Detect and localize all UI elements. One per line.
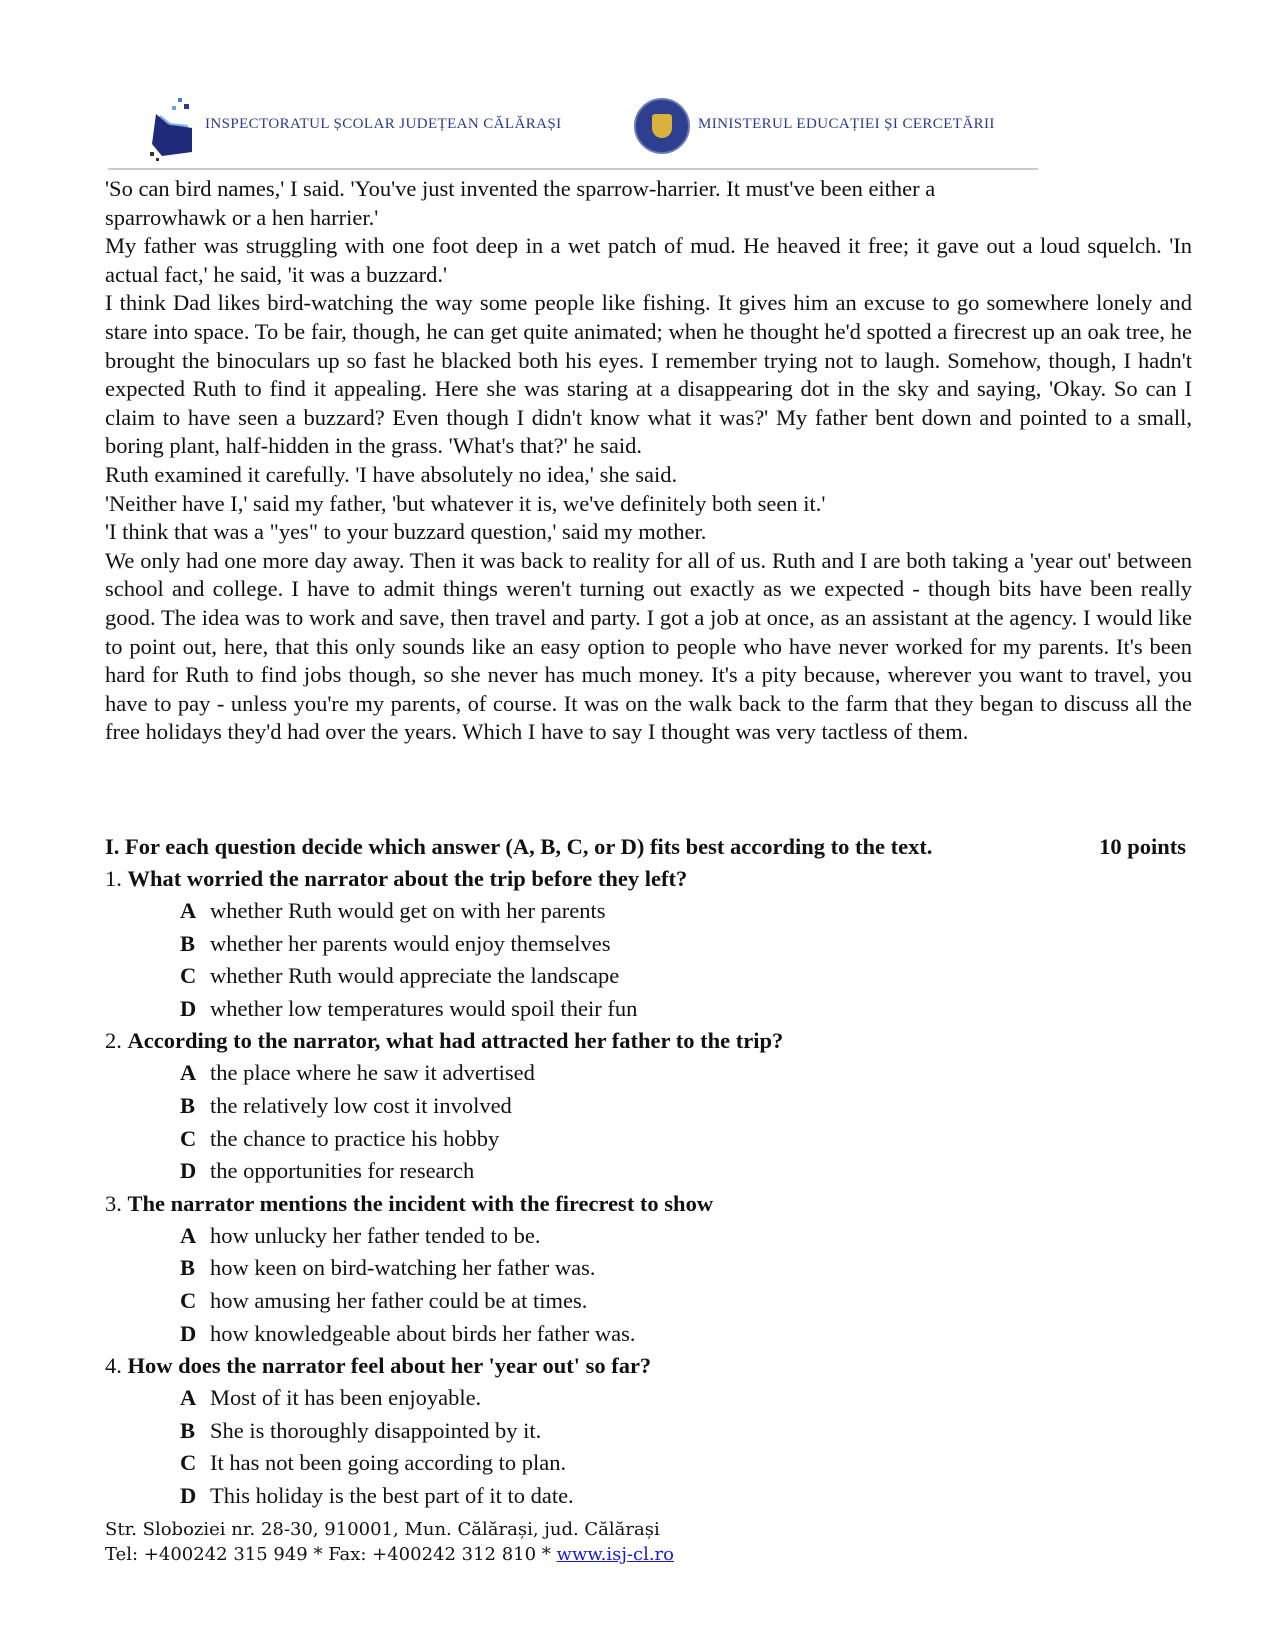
option-text: She is thoroughly disappointed by it. [210,1417,542,1443]
option-letter: A [180,1222,197,1248]
option-letter: B [180,1417,196,1443]
option-letter: B [180,930,196,956]
questions-list [105,863,1192,1513]
passage-paragraph: 'Neither have I,' said my father, 'but whatever it is, we've definitely both seen it.' [105,490,826,516]
isj-logo-text: INSPECTORATUL ȘCOLAR JUDEȚEAN CĂLĂRAȘI [205,116,562,132]
option-text: Most of it has been enjoyable. [210,1385,482,1411]
option-letter: A [180,1060,197,1086]
option-text: the relatively low cost it involved [210,1092,512,1118]
answer-option [105,1285,1192,1318]
section-points: 10 points [1099,834,1186,859]
header-divider [108,168,1038,170]
option-text: whether Ruth would get on with her parents [210,898,606,923]
option-text: the chance to practice his hobby [210,1125,500,1151]
option-letter: A [180,1385,197,1411]
option-text: whether low temperatures would spoil their fun [210,995,638,1021]
option-letter: C [180,963,197,989]
answer-option [105,1123,1192,1156]
section-heading [105,834,1192,860]
option-text: It has not been going according to plan. [210,1450,567,1476]
question-number: 1. [105,866,122,891]
answer-option [105,1382,1192,1415]
passage-paragraph: My father was struggling with one foot deep in a wet patch of mud. He heaved it free; it gave out a loud squelch. 'In actual fact,' he said, 'it was a buzzard.' [105,233,1192,287]
answer-option [105,928,1192,961]
option-letter: A [180,898,197,923]
question-text: The narrator mentions the incident with the firecrest to show [127,1190,714,1216]
answer-option [105,1252,1192,1285]
question [105,863,1192,895]
option-letter: B [180,1092,196,1118]
ministry-logo-text: MINISTERUL EDUCAȚIEI ȘI CERCETĂRII [698,116,995,132]
option-letter: C [180,1125,197,1151]
answer-option [105,1057,1192,1090]
option-letter: C [180,1287,197,1313]
isj-logo-icon [148,94,200,162]
option-letter: D [180,1482,197,1508]
answer-option [105,1415,1192,1448]
passage-paragraph: We only had one more day away. Then it was back to reality for all of us. Ruth and I are both taking a 'year out' between school and college. I have to admit things weren't turning out exactly as we expected - though bits have been really good. The idea was to work and save, then travel and party. I got a job at once, as an assistant at the agency. I would like to point out, here, that this only sounds like an easy option to people who have never worked for my parents. It's been hard for Ruth to find jobs though, so she never has much money. It's a pity because, wherever you want to travel, you have to pay - unless you're my parents, of course. It was on the walk back to the farm that they began to discuss all the free holidays they'd had over the years. Which I have to say I thought was very tactless of them. [105,547,1192,745]
answer-option [105,993,1192,1026]
answer-option [105,1480,1192,1513]
answer-option [105,1090,1192,1123]
passage-paragraph: 'So can bird names,' I said. 'You've just invented the sparrow-harrier. It must've been either a sparrowhawk or a hen harrier.' [105,176,936,230]
footer-address: Str. Sloboziei nr. 28-30, 910001, Mun. Călărași, jud. Călărași [105,1519,660,1540]
section-title: I. For each question decide which answer (A, B, C, or D) fits best according to the text. [105,834,933,859]
question [105,1350,1192,1382]
page-header [140,86,1040,166]
question-number: 4. [105,1353,122,1379]
option-text: how unlucky her father tended to be. [210,1222,541,1248]
option-text: whether her parents would enjoy themselves [210,930,611,956]
answer-option [105,1155,1192,1188]
answer-option [105,1447,1192,1480]
question-number: 2. [105,1028,122,1054]
option-letter: D [180,995,197,1021]
question [105,1188,1192,1220]
option-letter: D [180,1320,197,1346]
footer-contact: Tel: +400242 315 949 * Fax: +400242 312 810 * [105,1544,557,1565]
question [105,1025,1192,1057]
reading-passage [105,175,1192,747]
option-letter: D [180,1158,197,1184]
option-text: This holiday is the best part of it to date. [210,1482,574,1508]
passage-paragraph: I think Dad likes bird-watching the way some people like fishing. It gives him an excuse to go somewhere lonely and stare into space. To be fair, though, he can get quite animated; when he thought he'd spotted a firecrest up an oak tree, he brought the binoculars up so fast he blacked both his eyes. I remember trying not to laugh. Somehow, though, I hadn't expected Ruth to find it appealing. Here she was staring at a disappearing dot in the sky and saying, 'Okay. So can I claim to have seen a buzzard? Even though I didn't know what it was?' My father bent down and pointed to a small, boring plant, half-hidden in the grass. 'What's that?' he said. [105,290,1192,459]
option-text: the place where he saw it advertised [210,1060,535,1086]
option-text: the opportunities for research [210,1158,475,1184]
option-letter: B [180,1255,196,1281]
question-number: 3. [105,1190,122,1216]
passage-paragraph: 'I think that was a "yes" to your buzzard question,' said my mother. [105,519,707,545]
question-text: How does the narrator feel about her 'year out' so far? [127,1353,652,1379]
question-text: According to the narrator, what had attracted her father to the trip? [127,1028,784,1054]
option-text: how knowledgeable about birds her father was. [210,1320,636,1346]
option-text: how amusing her father could be at times. [210,1287,588,1313]
passage-paragraph: Ruth examined it carefully. 'I have absolutely no idea,' she said. [105,461,678,487]
option-text: whether Ruth would appreciate the landscape [210,963,620,989]
ministry-seal-icon [634,98,690,154]
answer-option [105,1318,1192,1351]
option-text: how keen on bird-watching her father was. [210,1255,596,1281]
page-footer [105,1517,674,1567]
answer-option [105,960,1192,993]
option-letter: C [180,1450,197,1476]
question-text: What worried the narrator about the trip before they left? [127,866,688,891]
answer-option [105,1220,1192,1253]
footer-website-link[interactable]: www.isj-cl.ro [556,1544,674,1565]
answer-option [105,895,1192,928]
